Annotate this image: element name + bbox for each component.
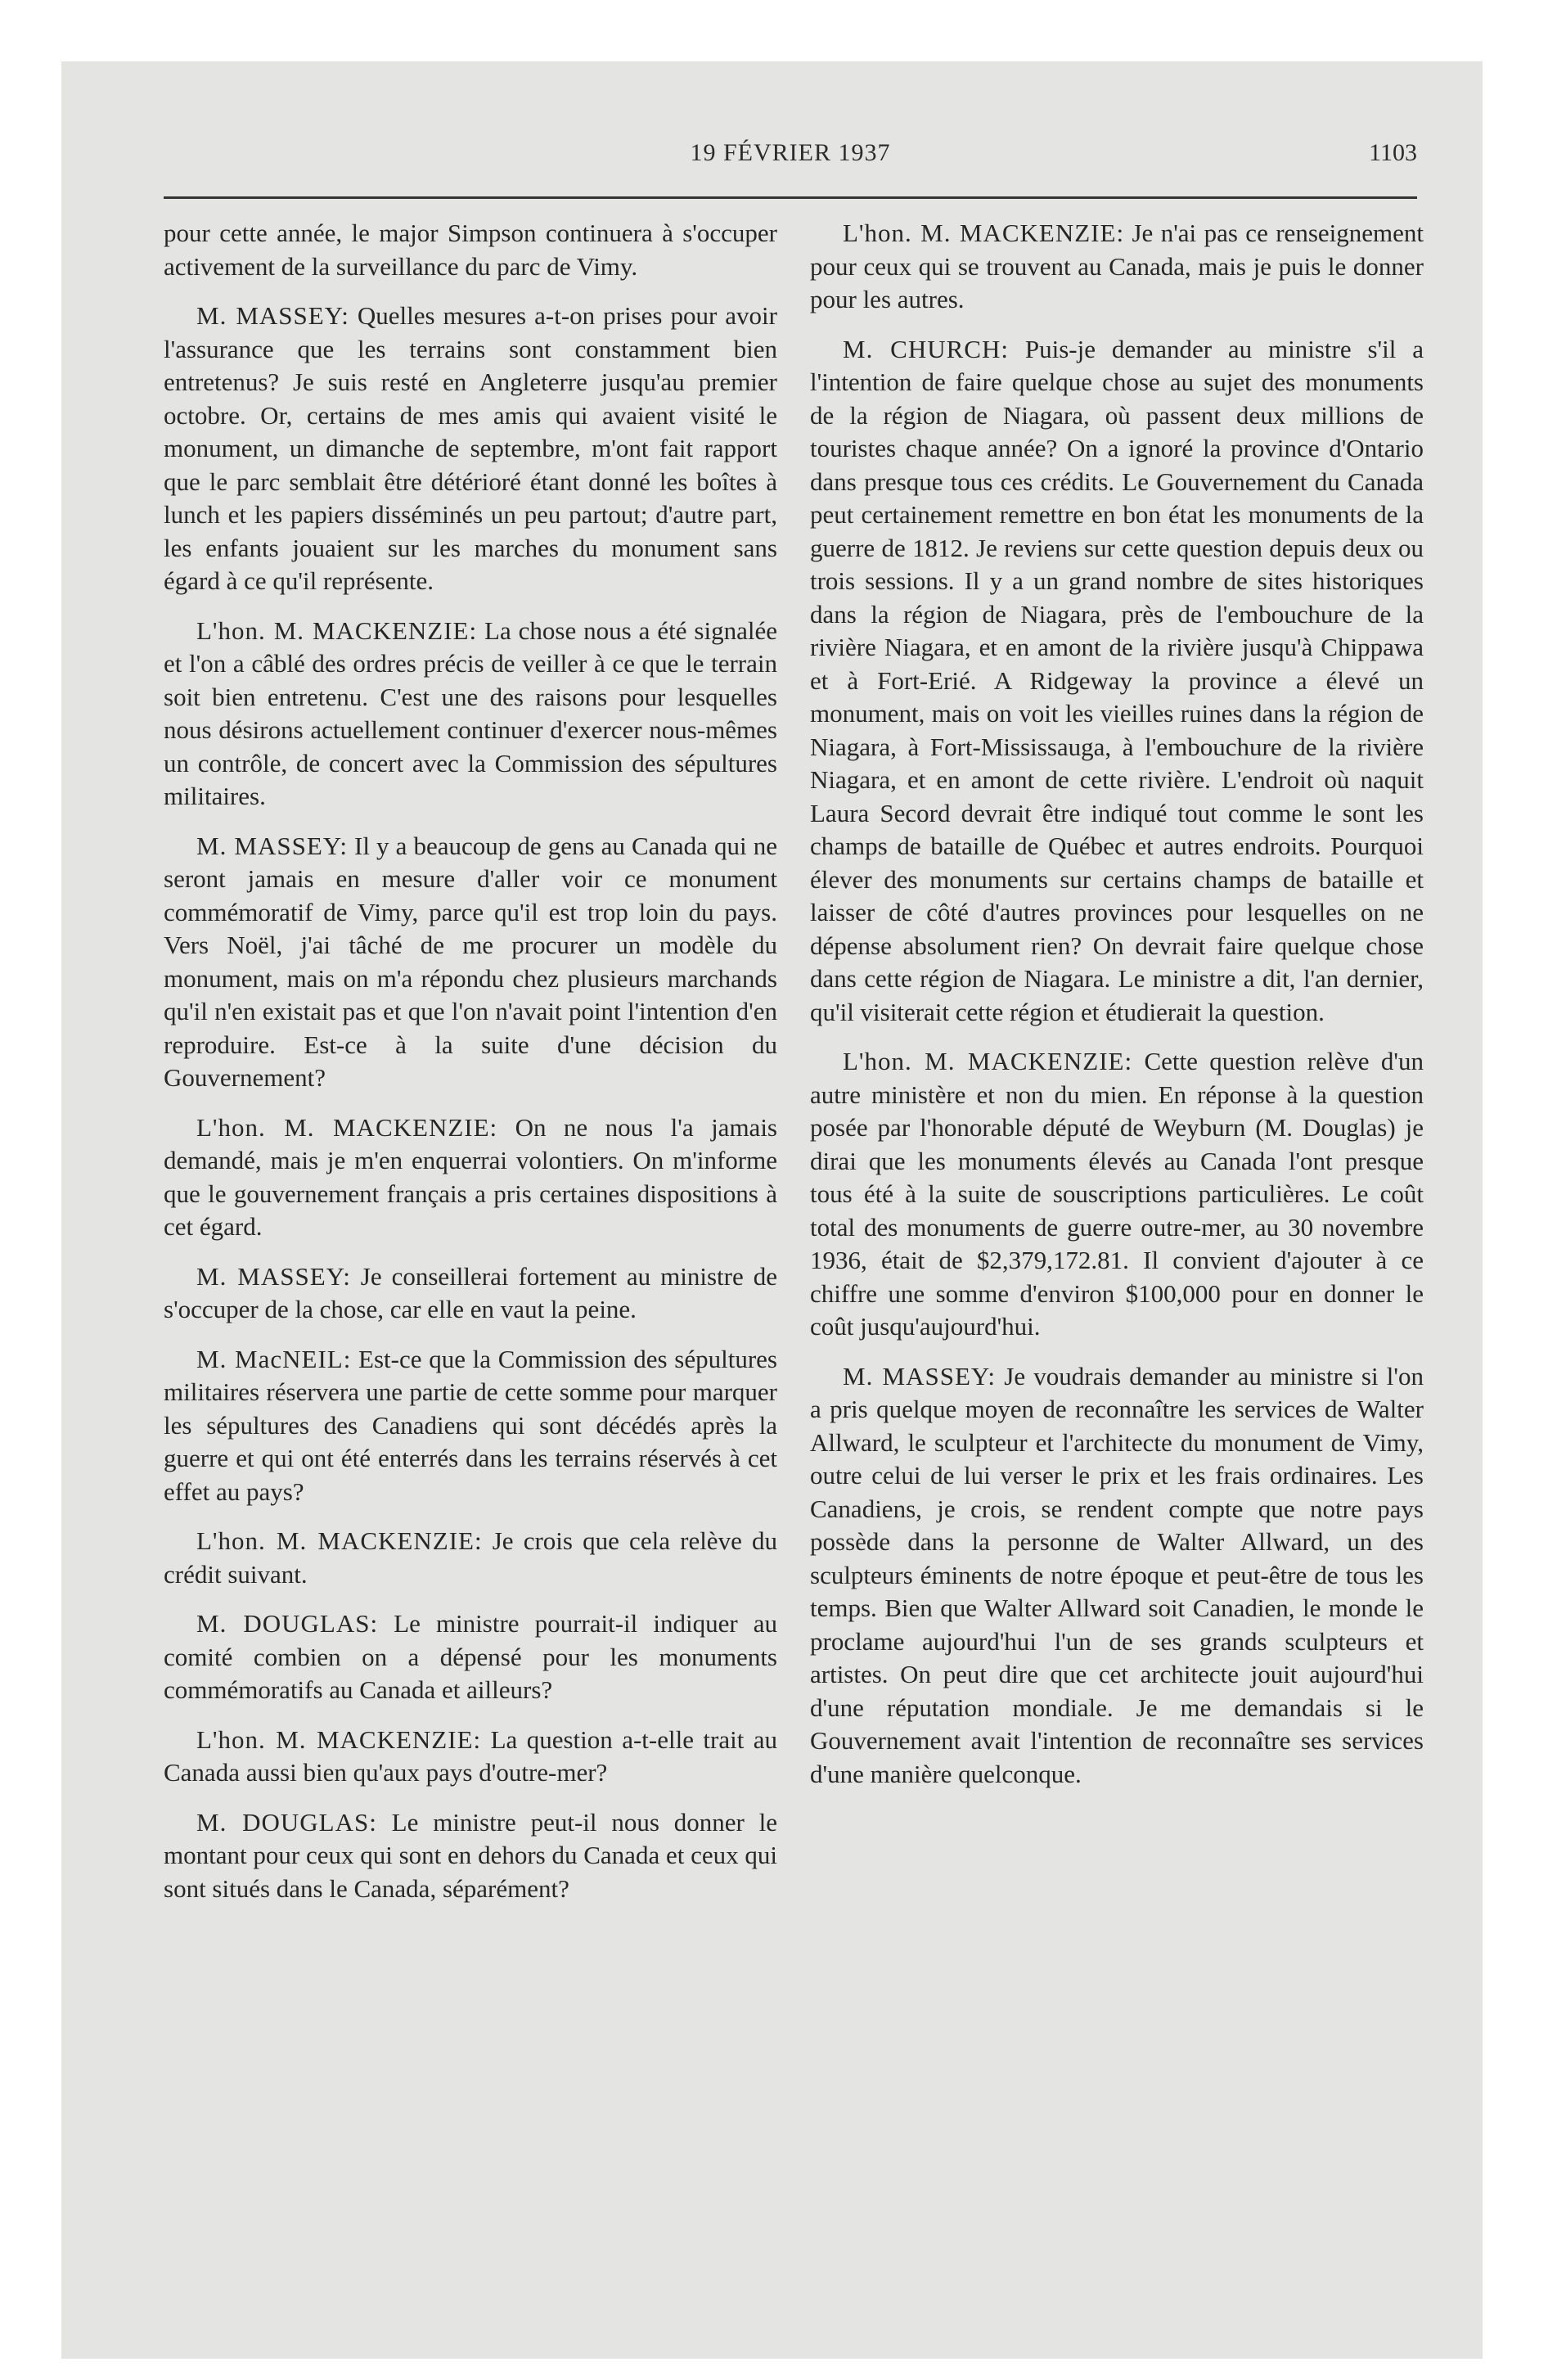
paragraph-text: Je conseillerai fortement au ministre de s'occuper de la chose, car elle en vaut la peine. (164, 1261, 777, 1323)
paragraph (164, 1525, 777, 1591)
speaker: M. MASSEY: (196, 831, 348, 860)
speaker: M. MacNEIL: (196, 1344, 352, 1373)
paragraph (164, 1260, 777, 1327)
header-rule (164, 196, 1417, 199)
paragraph (810, 333, 1424, 1030)
right-column (810, 217, 1424, 1807)
paragraph (164, 1724, 777, 1790)
page-header (164, 139, 1417, 172)
paragraph (810, 217, 1424, 317)
paragraph (164, 1607, 777, 1707)
paragraph-text: Est-ce que la Commission des sépultures militaires réservera une partie de cette somme pour marquer les sépultures des Canadiens qui sont décédés après la guerre et qui ont été enterrés dans les terrains réservés à cet effet au pays? (164, 1344, 777, 1506)
paragraph-text: La chose nous a été signalée et l'on a câblé des ordres précis de veiller à ce que le terrain soit bien entretenu. C'est une des raisons pour lesquelles nous désirons actuellement continuer d'exercer nous-mêmes un contrôle, de concert avec la Commission des sépultures militaires. (164, 615, 777, 810)
paragraph-text: Cette question relève d'un autre ministère et non du mien. En réponse à la question posée par l'honorable député de Weyburn (M. Douglas) je dirai que les monuments élevés au Canada l'ont presque tous été à la suite de souscriptions particulières. Le coût total des monuments de guerre outre-mer, au 30 novembre 1936, était de $2,379,172.81. Il convient d'ajouter à ce chiffre une somme d'environ $100,000 pour en donner le coût jusqu'aujourd'hui. (810, 1047, 1424, 1341)
left-column (164, 217, 777, 1922)
speaker: M. MASSEY: (196, 301, 349, 330)
paragraph-text: Puis-je demander au ministre s'il a l'intention de faire quelque chose au sujet des monuments de la région de Niagara, où passent deux millions de touristes chaque année? On a ignoré la province d'Ontario dans presque tous ces crédits. Le Gouvernement du Canada peut certainement remettre en bon état les monuments de la guerre de 1812. Je reviens sur cette question depuis deux ou trois sessions. Il y a un grand nombre de sites historiques dans la région de Niagara, près de l'embouchure de la rivière Niagara, et en amont de la rivière jusqu'à Chippawa et à Fort-Erié. A Ridgeway la province a élevé un monument, mais on voit les vieilles ruines dans la région de Niagara, à Fort-Mississauga, à l'embouchure de la rivière Niagara, et en amont de cette rivière. L'endroit où naquit Laura Secord devrait être indiqué tout comme le sont les champs de bataille de Québec et autres endroits. Pourquoi élever des monuments sur certains champs de bataille et laisser de côté d'autres provinces pour lesquelles on ne dépense absolument rien? On devrait faire quelque chose dans cette région de Niagara. Le ministre a dit, l'an dernier, qu'il visiterait cette région et étudierait la question. (810, 334, 1424, 1026)
paragraph (164, 217, 777, 283)
paragraph (164, 830, 777, 1095)
paragraph-text: pour cette année, le major Simpson continuera à s'occuper activement de la surveillance du parc de Vimy. (164, 219, 777, 281)
speaker: L'hon. M. MACKENZIE: (196, 1112, 498, 1142)
paragraph (810, 1360, 1424, 1792)
speaker: L'hon. M. MACKENZIE: (196, 615, 478, 645)
paragraph (164, 615, 777, 814)
paragraph-text: Je n'ai pas ce renseignement pour ceux qui se trouvent au Canada, mais je puis le donner pour les autres. (810, 219, 1424, 313)
paragraph-text: Le ministre peut-il nous donner le montant pour ceux qui sont en dehors du Canada et ceux qui sont situés dans le Canada, séparément? (164, 1807, 777, 1903)
page-number: 1103 (1369, 139, 1417, 166)
paragraph (164, 300, 777, 598)
paragraph-text: La question a-t-elle trait au Canada aussi bien qu'aux pays d'outre-mer? (164, 1724, 778, 1787)
paragraph-text: Quelles mesures a-t-on prises pour avoir l'assurance que les terrains sont constamment bien entretenus? Je suis resté en Angleterre jusqu'au premier octobre. Or, certains de mes amis qui avaient visité le monument, un dimanche de septembre, m'ont fait rapport que le parc semblait être détérioré étant donné les boîtes à lunch et les papiers disséminés un peu partout; d'autre part, les enfants jouaient sur les marches du monument sans égard à ce qu'il représente. (164, 301, 777, 595)
paragraph-text: On ne nous l'a jamais demandé, mais je m'en enquerrai volontiers. On m'informe que le gouvernement français a pris certaines dispositions à cet égard. (164, 1112, 777, 1241)
paragraph (164, 1111, 777, 1244)
paragraph-text: Je voudrais demander au ministre si l'on a pris quelque moyen de reconnaître les services de Walter Allward, le sculpteur et l'architecte du monument de Vimy, outre celui de lui verser le prix et les frais ordinaires. Les Canadiens, je crois, se rendent compte que notre pays possède dans la personne de Walter Allward, un des sculpteurs éminents de notre époque et peut-être de tous les temps. Bien que Walter Allward soit Canadien, le monde le proclame aujourd'hui l'un de ses grands sculpteurs et artistes. On peut dire que cet architecte jouit aujourd'hui d'une réputation mondiale. Je me demandais si le Gouvernement avait l'intention de reconnaître ses services d'une manière quelconque. (810, 1361, 1424, 1788)
paragraph (164, 1343, 777, 1509)
paragraph (810, 1045, 1424, 1344)
paragraph-text: Je crois que cela relève du crédit suivant. (164, 1526, 777, 1589)
speaker: L'hon. M. MACKENZIE: (843, 219, 1125, 247)
speaker: M. MASSEY: (196, 1261, 351, 1291)
speaker: M. DOUGLAS: (196, 1807, 377, 1837)
paragraph (164, 1806, 777, 1906)
speaker: L'hon. M. MACKENZIE: (843, 1047, 1133, 1075)
paragraph-text: Le ministre pourrait-il indiquer au comité combien on a dépensé pour les monuments commémoratifs au Canada et ailleurs? (164, 1609, 777, 1704)
speaker: M. MASSEY: (843, 1361, 997, 1391)
paragraph-text: Il y a beaucoup de gens au Canada qui ne seront jamais en mesure d'aller voir ce monument commémoratif de Vimy, parce qu'il est trop loin du pays. Vers Noël, j'ai tâché de me procurer un modèle du monument, mais on m'a répondu chez plusieurs marchands qu'il n'en existait pas et que l'on n'avait point l'intention d'en reproduire. Est-ce à la suite d'une décision du Gouvernement? (164, 831, 777, 1092)
speaker: L'hon. M. MACKENZIE: (196, 1724, 482, 1754)
speaker: L'hon. M. MACKENZIE: (196, 1526, 483, 1555)
speaker: M. DOUGLAS: (196, 1609, 379, 1638)
page-date: 19 FÉVRIER 1937 (690, 139, 891, 166)
speaker: M. CHURCH: (843, 334, 1009, 363)
